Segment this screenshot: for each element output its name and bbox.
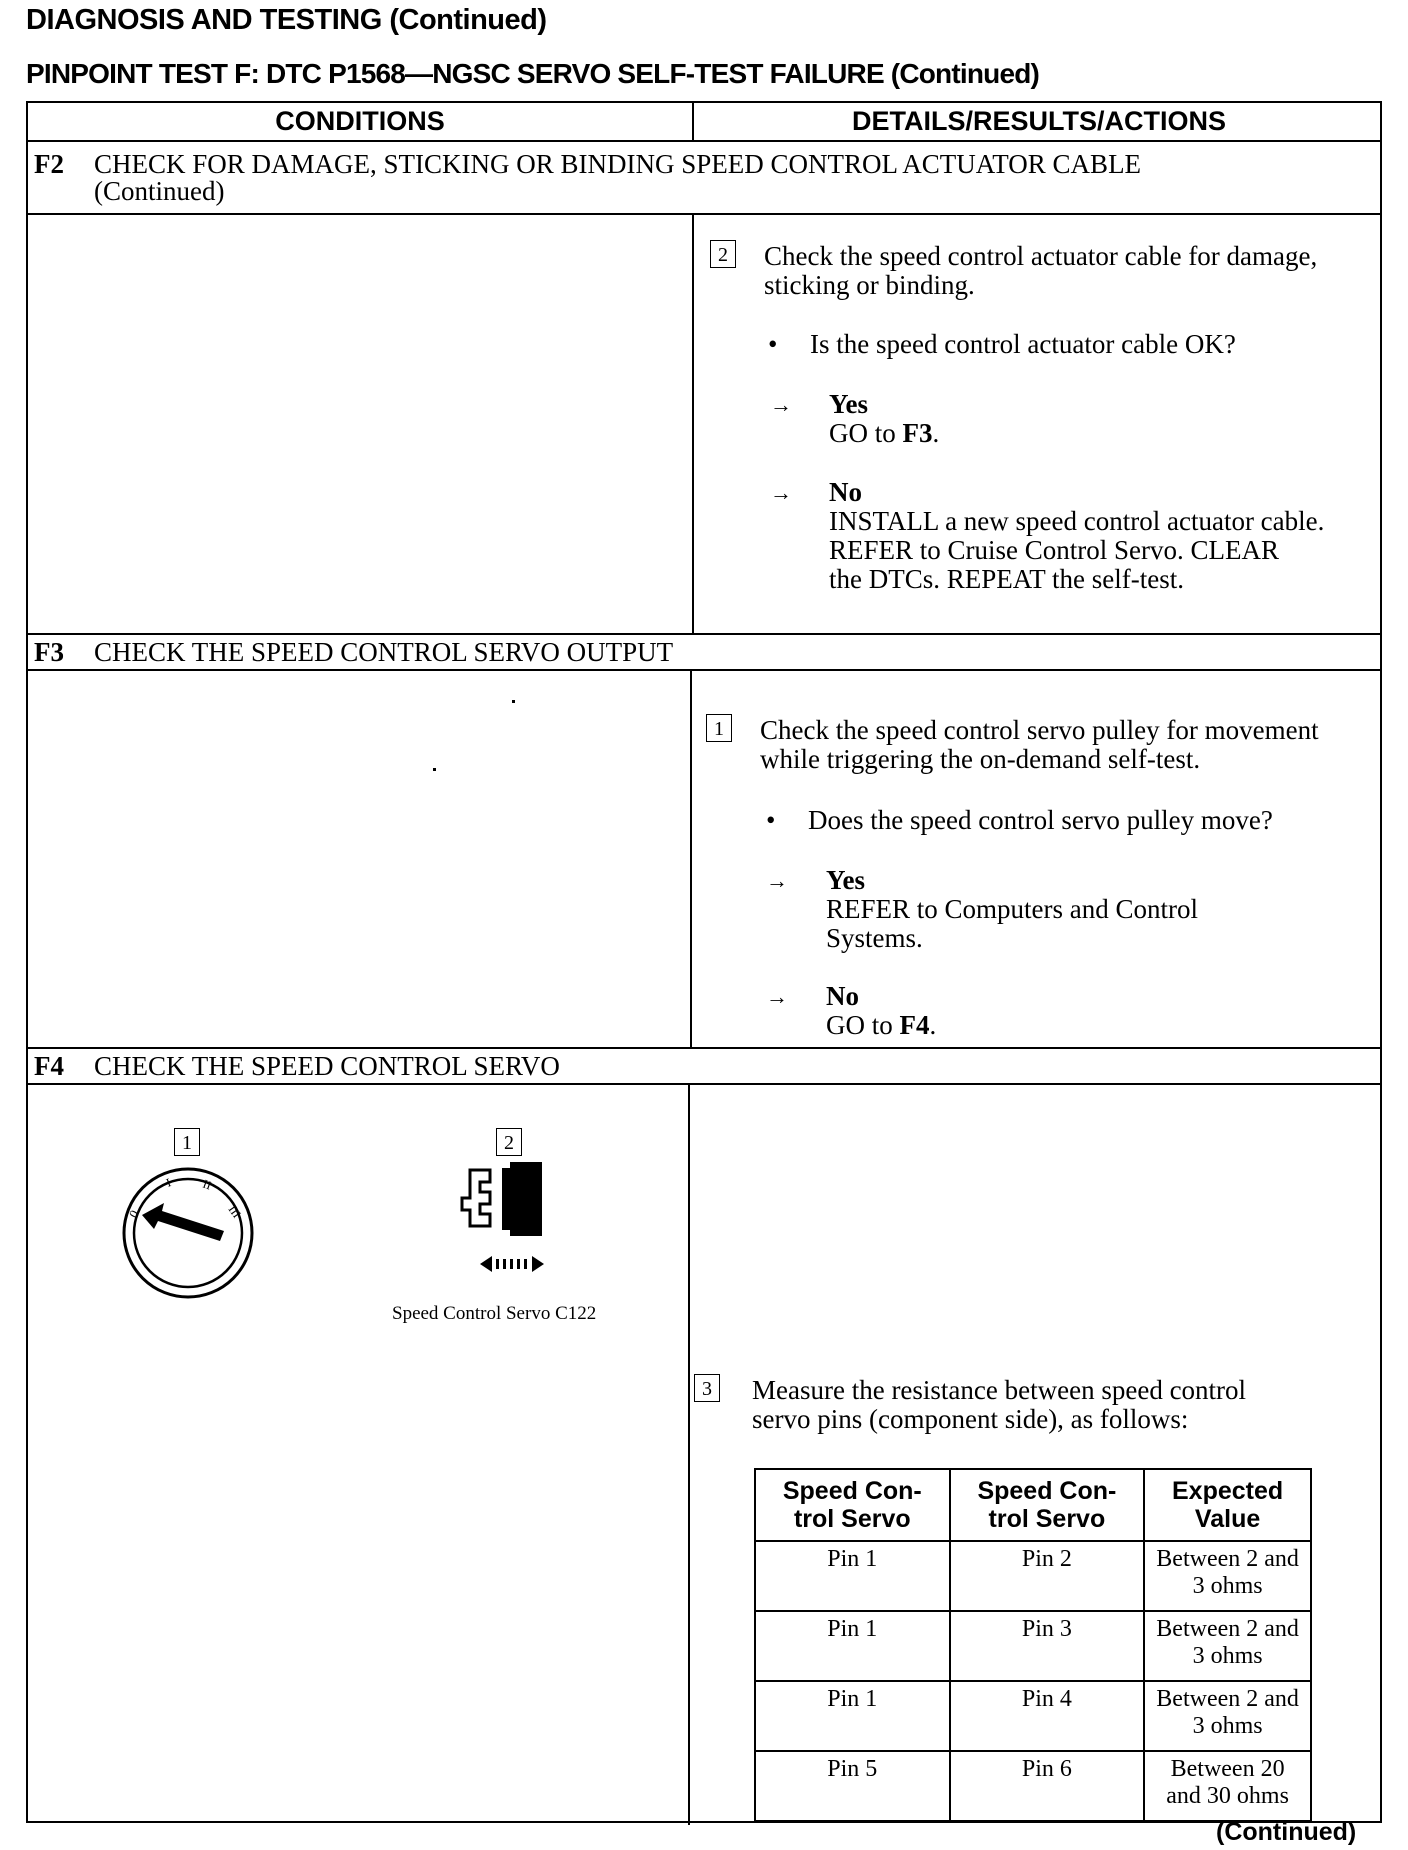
table-cell: Between 2 and 3 ohms xyxy=(1144,1541,1311,1611)
svg-text:0: 0 xyxy=(125,1207,142,1221)
f2-question: Is the speed control actuator cable OK? xyxy=(810,329,1236,359)
step-title: CHECK THE SPEED CONTROL SERVO OUTPUT xyxy=(94,637,674,667)
table-cell: Pin 6 xyxy=(950,1751,1145,1821)
step-f3-header xyxy=(34,639,673,666)
f3-question: Does the speed control servo pulley move? xyxy=(808,805,1273,835)
svg-text:II: II xyxy=(200,1176,214,1193)
illustration-number-box: 1 xyxy=(174,1128,200,1156)
table-cell: Between 20 and 30 ohms xyxy=(1144,1751,1311,1821)
column-divider xyxy=(688,1083,690,1825)
table-cell: Pin 1 xyxy=(755,1681,950,1751)
table-cell: Between 2 and 3 ohms xyxy=(1144,1611,1311,1681)
f4-instruction: Measure the resistance between speed control servo pins (component side), as follows: xyxy=(752,1375,1247,1434)
table-row xyxy=(755,1611,1311,1681)
f3-instruction: Check the speed control servo pulley for movement while triggering the on-demand self-test. xyxy=(760,715,1319,774)
step-number-box: 3 xyxy=(694,1374,720,1402)
continued-footer: (Continued) xyxy=(1216,1818,1357,1846)
step-code: F2 xyxy=(34,149,64,179)
divider xyxy=(28,669,1380,671)
column-divider xyxy=(692,213,694,633)
speck xyxy=(512,700,515,703)
speck xyxy=(433,768,436,771)
resistance-table xyxy=(754,1468,1312,1822)
table-cell: Pin 2 xyxy=(950,1541,1145,1611)
step-title: CHECK FOR DAMAGE, STICKING OR BINDING SPEED CONTROL ACTUATOR CABLE xyxy=(94,149,1142,179)
illustration-number-box: 2 xyxy=(496,1128,522,1156)
divider xyxy=(28,1083,1380,1085)
page-title: DIAGNOSIS AND TESTING (Continued) xyxy=(26,4,547,36)
table-header-cell: Speed Con- trol Servo xyxy=(755,1469,950,1541)
step-code: F3 xyxy=(34,637,64,667)
svg-text:III: III xyxy=(225,1202,244,1221)
step-number-box: 1 xyxy=(706,714,732,742)
arrow-right-icon: → xyxy=(770,480,792,505)
step-title: CHECK THE SPEED CONTROL SERVO xyxy=(94,1051,560,1081)
step-f2-header xyxy=(34,151,1141,205)
table-cell: Pin 1 xyxy=(755,1611,950,1681)
table-row xyxy=(755,1681,1311,1751)
step-title-continued: (Continued) xyxy=(94,176,225,206)
table-cell: Pin 5 xyxy=(755,1751,950,1821)
bullet-icon: • xyxy=(768,329,778,359)
divider xyxy=(28,1047,1380,1049)
divider xyxy=(28,633,1380,635)
table-header-row xyxy=(755,1469,1311,1541)
table-cell: Pin 1 xyxy=(755,1541,950,1611)
connector-disconnect-icon xyxy=(440,1160,580,1290)
ignition-switch-off-icon xyxy=(120,1165,260,1305)
table-cell: Pin 4 xyxy=(950,1681,1145,1751)
step-number-box: 2 xyxy=(710,240,736,268)
arrow-right-icon: → xyxy=(766,984,788,1009)
table-row xyxy=(755,1541,1311,1611)
illustration-caption: Speed Control Servo C122 xyxy=(392,1303,597,1324)
pinpoint-test-title: PINPOINT TEST F: DTC P1568—NGSC SERVO SELF-TEST FAILURE (Continued) xyxy=(26,58,1040,89)
table-header-cell: Speed Con- trol Servo xyxy=(950,1469,1145,1541)
conditions-column-header: CONDITIONS xyxy=(275,106,445,136)
f2-instruction: Check the speed control actuator cable for damage, sticking or binding. xyxy=(764,241,1318,300)
table-cell: Pin 3 xyxy=(950,1611,1145,1681)
bullet-icon: • xyxy=(766,805,776,835)
f2-no-answer: No INSTALL a new speed control actuator cable. REFER to Cruise Control Servo. CLEAR the DTCs. REPEAT the self-test. xyxy=(829,477,1325,594)
step-f4-header xyxy=(34,1053,560,1080)
f2-yes-answer: Yes GO to F3. xyxy=(829,389,940,448)
svg-text:I: I xyxy=(164,1175,173,1190)
column-divider xyxy=(690,669,692,1047)
details-column-header: DETAILS/RESULTS/ACTIONS xyxy=(851,106,1226,136)
divider xyxy=(28,140,1380,142)
table-header-cell: Expected Value xyxy=(1144,1469,1311,1541)
arrow-right-icon: → xyxy=(770,392,792,417)
table-row xyxy=(755,1751,1311,1821)
table-cell: Between 2 and 3 ohms xyxy=(1144,1681,1311,1751)
arrow-right-icon: → xyxy=(766,868,788,893)
step-code: F4 xyxy=(34,1051,64,1081)
f3-no-answer: No GO to F4. xyxy=(826,981,937,1040)
f3-yes-answer: Yes REFER to Computers and Control Systems. xyxy=(826,865,1199,953)
divider xyxy=(28,213,1380,215)
column-divider xyxy=(692,103,694,140)
